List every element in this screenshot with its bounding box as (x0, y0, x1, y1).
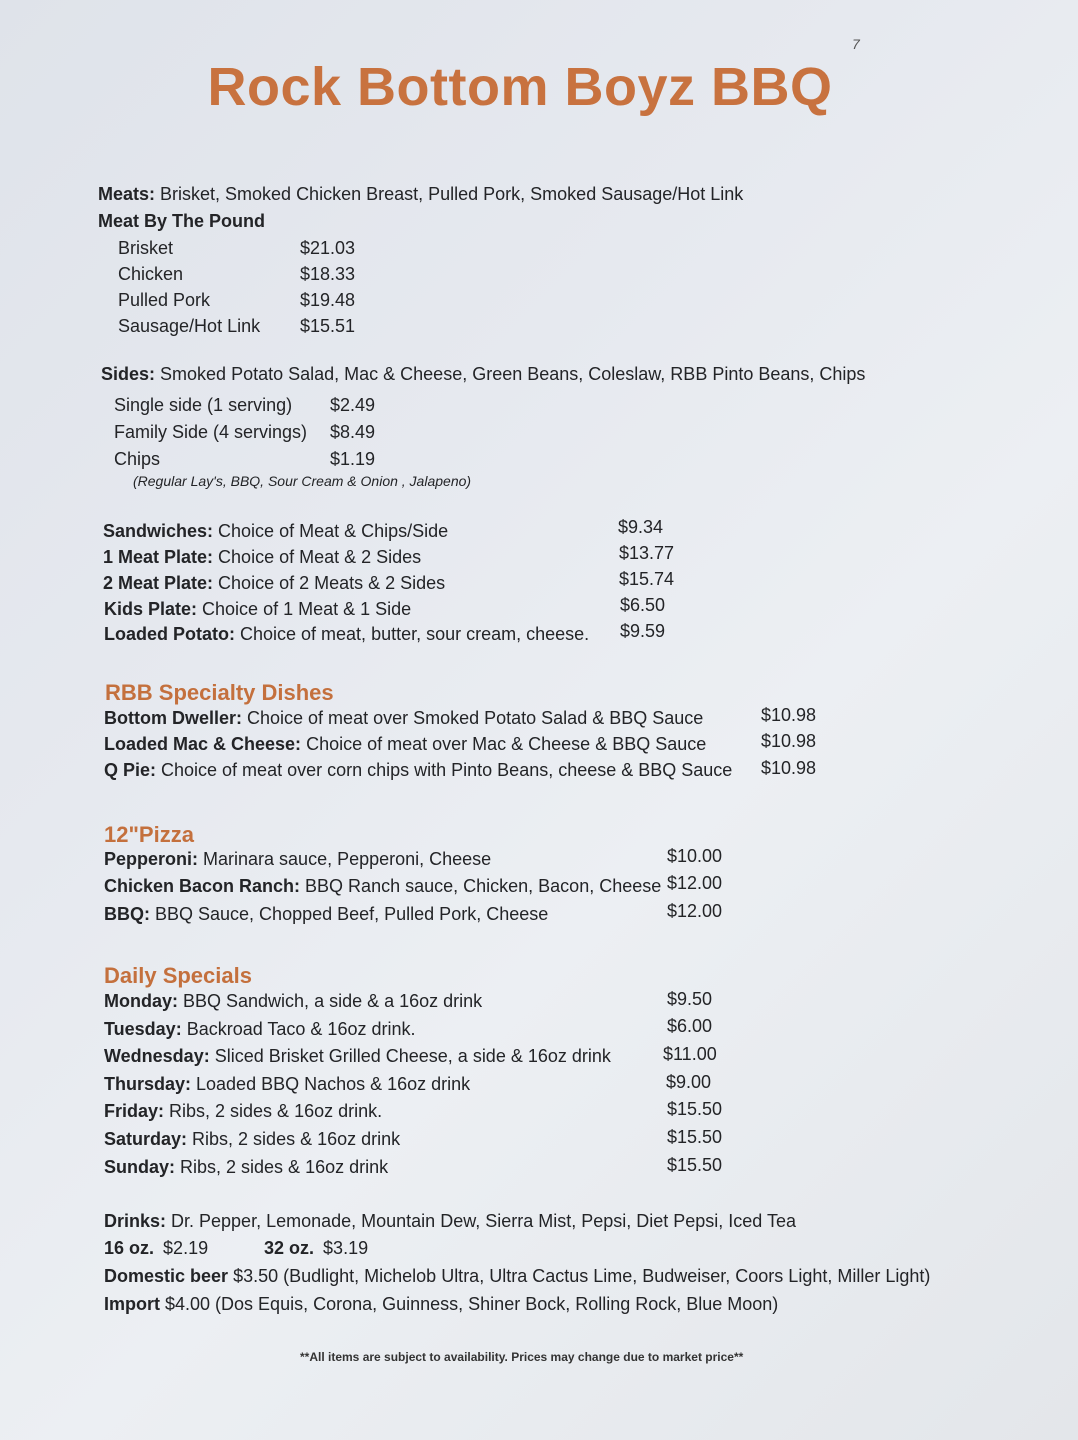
side-item: Family Side (4 servings) (114, 422, 308, 442)
import-beer-label: Import (104, 1294, 160, 1314)
daily-row: Wednesday: Sliced Brisket Grilled Cheese, a side & 16oz drink (104, 1046, 611, 1066)
plate-price: $15.74 (619, 569, 675, 589)
sides-label: Sides: (101, 364, 156, 384)
daily-price: $15.50 (667, 1155, 723, 1175)
plate-price: $13.77 (619, 543, 675, 563)
daily-price: $15.50 (667, 1099, 723, 1119)
specialty-row: Q Pie: Choice of meat over corn chips with Pinto Beans, cheese & BBQ Sauce (104, 760, 733, 780)
daily-row: Thursday: Loaded BBQ Nachos & 16oz drink (104, 1074, 471, 1094)
meats-label: Meats: (98, 184, 156, 204)
size-16-price: $2.19 (163, 1238, 209, 1258)
pound-price: $18.33 (300, 264, 356, 284)
daily-price: $9.50 (667, 989, 713, 1009)
pizza-price: $12.00 (667, 901, 723, 921)
import-beer-text: $4.00 (Dos Equis, Corona, Guinness, Shiner Bock, Rolling Rock, Blue Moon) (160, 1294, 779, 1314)
pizza-row: BBQ: BBQ Sauce, Chopped Beef, Pulled Pork, Cheese (104, 904, 549, 924)
plate-row: Sandwiches: Choice of Meat & Chips/Side (103, 521, 449, 541)
page-number: 7 (852, 36, 860, 52)
plate-price: $9.34 (618, 517, 664, 537)
drink-sizes (104, 1238, 208, 1259)
daily-row: Tuesday: Backroad Taco & 16oz drink. (104, 1019, 416, 1039)
drink-sizes-32 (264, 1238, 368, 1259)
side-price: $8.49 (330, 422, 376, 442)
pizza-row: Chicken Bacon Ranch: BBQ Ranch sauce, Chicken, Bacon, Cheese (104, 876, 662, 896)
specialty-row: Loaded Mac & Cheese: Choice of meat over Mac & Cheese & BBQ Sauce (104, 734, 707, 754)
plate-row: 2 Meat Plate: Choice of 2 Meats & 2 Sides (103, 573, 446, 593)
pound-price: $21.03 (300, 238, 356, 258)
daily-price: $9.00 (666, 1072, 712, 1092)
plate-row: 1 Meat Plate: Choice of Meat & 2 Sides (103, 547, 422, 567)
pound-item: Sausage/Hot Link (118, 316, 261, 336)
daily-price: $15.50 (667, 1127, 723, 1147)
pound-price: $15.51 (300, 316, 356, 336)
pound-item: Chicken (118, 264, 184, 284)
pizza-heading: 12"Pizza (104, 822, 194, 847)
specialty-row: Bottom Dweller: Choice of meat over Smoked Potato Salad & BBQ Sauce (104, 708, 704, 728)
plate-row: Kids Plate: Choice of 1 Meat & 1 Side (104, 599, 412, 619)
side-item: Single side (1 serving) (114, 395, 293, 415)
specialty-price: $10.98 (761, 758, 817, 778)
meats-line (98, 184, 743, 205)
pizza-price: $12.00 (667, 873, 723, 893)
domestic-beer-line (104, 1266, 930, 1287)
size-32-price: $3.19 (323, 1238, 369, 1258)
daily-price: $11.00 (663, 1044, 717, 1064)
side-price: $1.19 (330, 449, 376, 469)
plate-price: $6.50 (620, 595, 666, 615)
import-beer-line (104, 1294, 778, 1315)
footer-note: **All items are subject to availability. Prices may change due to market price** (300, 1350, 744, 1364)
pound-item: Brisket (118, 238, 174, 258)
daily-price: $6.00 (667, 1016, 713, 1036)
pound-item: Pulled Pork (118, 290, 211, 310)
sides-text: Smoked Potato Salad, Mac & Cheese, Green Beans, Coleslaw, RBB Pinto Beans, Chips (155, 364, 866, 384)
domestic-beer-text: $3.50 (Budlight, Michelob Ultra, Ultra Cactus Lime, Budweiser, Coors Light, Miller Light) (228, 1266, 931, 1286)
drinks-text: Dr. Pepper, Lemonade, Mountain Dew, Sierra Mist, Pepsi, Diet Pepsi, Iced Tea (166, 1211, 797, 1231)
sides-line (101, 364, 865, 385)
meat-by-pound-heading: Meat By The Pound (98, 211, 266, 231)
daily-heading: Daily Specials (104, 963, 252, 988)
specialty-heading: RBB Specialty Dishes (105, 680, 334, 705)
page-title: Rock Bottom Boyz BBQ (207, 57, 833, 117)
specialty-price: $10.98 (761, 731, 817, 751)
size-16-label: 16 oz. (104, 1238, 155, 1258)
side-price: $2.49 (330, 395, 376, 415)
side-item: Chips (114, 449, 161, 469)
specialty-price: $10.98 (761, 705, 817, 725)
daily-row: Sunday: Ribs, 2 sides & 16oz drink (104, 1157, 389, 1177)
plate-row: Loaded Potato: Choice of meat, butter, sour cream, cheese. (104, 624, 590, 644)
daily-row: Monday: BBQ Sandwich, a side & a 16oz drink (104, 991, 483, 1011)
daily-row: Friday: Ribs, 2 sides & 16oz drink. (104, 1101, 383, 1121)
plate-price: $9.59 (620, 621, 666, 641)
pizza-row: Pepperoni: Marinara sauce, Pepperoni, Cheese (104, 849, 492, 869)
pound-price: $19.48 (300, 290, 356, 310)
drinks-line (104, 1211, 796, 1232)
chips-note: (Regular Lay's, BBQ, Sour Cream & Onion , Jalapeno) (133, 473, 472, 489)
meats-text: Brisket, Smoked Chicken Breast, Pulled Pork, Smoked Sausage/Hot Link (155, 184, 744, 204)
size-32-label: 32 oz. (264, 1238, 315, 1258)
daily-row: Saturday: Ribs, 2 sides & 16oz drink (104, 1129, 401, 1149)
domestic-beer-label: Domestic beer (104, 1266, 229, 1286)
pizza-price: $10.00 (667, 846, 723, 866)
drinks-label: Drinks: (104, 1211, 167, 1231)
